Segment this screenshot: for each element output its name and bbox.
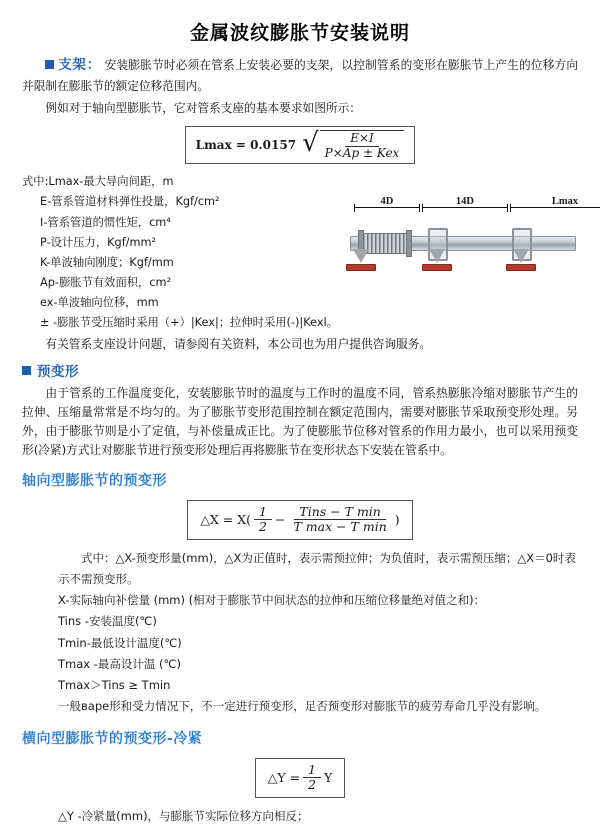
- axial-subsection-title: 轴向型膨胀节的预变形: [22, 472, 167, 489]
- pipe-support-diagram: [344, 196, 578, 316]
- dim-14d-bar: [422, 207, 508, 213]
- lmax-numerator: E×I: [345, 132, 379, 147]
- legend-item: 式中:Lmax-最大导向间距，m: [22, 175, 174, 189]
- predeform-heading-label: 预变形: [37, 364, 79, 381]
- lateral-formula-lead: △Y =: [267, 770, 301, 786]
- diagram-dimensions: [344, 196, 578, 212]
- legend-item: P-设计压力，Kgf/mm²: [40, 235, 157, 249]
- axial-line: X-实际轴向补偿量 (mm) (相对于膨胀节中间状态的拉伸和压缩位移量绝对值之和)：: [58, 593, 486, 608]
- axial-predeform-formula: [22, 500, 578, 540]
- legend-item: Ap-膨胀节有效面积，cm²: [40, 275, 172, 289]
- legend-item: ± -膨胀节受压缩时采用（+）|Kex|；拉伸时采用(-)|Kexl。: [40, 316, 338, 330]
- axial-formula-temp-ratio: $\frac{\text{Tins − T min}}{\text{T max − T min}}$: [293, 503, 387, 535]
- lateral-formula-half: $\frac{1}{2}$: [303, 763, 321, 793]
- dim-lmax: Lmax: [510, 196, 600, 213]
- pipe-assembly-illustration: [344, 216, 578, 286]
- lmax-sqrt: [302, 127, 404, 161]
- lateral-subsection-title: 横向型膨胀节的预变形-冷紧: [22, 730, 203, 747]
- axial-line: Tins -安装温度(℃): [58, 614, 157, 629]
- legend-item: E-管系管道材料弹性投量，Kgf/cm²: [40, 195, 220, 209]
- anchor-support-icon: [506, 249, 536, 271]
- lmax-formula-lead: Lmax = 0.0157: [195, 138, 297, 153]
- blue-square-icon: [45, 60, 54, 69]
- dim-4d-bar: [354, 207, 420, 213]
- support-intro-paragraph: [22, 55, 578, 96]
- legend-item: ex-单波轴向位移，mm: [40, 295, 159, 309]
- radical-icon: √: [302, 127, 319, 158]
- axial-formula-half: $\frac{1}{2}$: [254, 505, 272, 535]
- support-paragraph-1: 安装膨胀节时必须在管系上安装必要的支架，以控制管系的变形在膨胀节上产生的位移方向并限制在膨胀节的额定位移范围内。: [22, 58, 579, 93]
- axial-formula-minus: −: [274, 512, 286, 528]
- lmax-denominator: P×Ap ± Kex: [324, 145, 400, 160]
- axial-line: Tmax -最高设计温 (℃): [58, 656, 181, 671]
- blue-square-icon: [22, 366, 31, 375]
- axial-line: Tmax＞Tins ≥ Tmin: [58, 678, 171, 693]
- axial-line: 一般варе形和受力情况下，不一定进行预变形，足否预变形对膨胀节的疲劳寿命几乎没有影响。: [58, 699, 547, 714]
- lateral-legend-lines: [22, 806, 578, 827]
- legend-and-diagram: [22, 172, 578, 333]
- axial-formula-lead: △X = X(: [200, 512, 252, 528]
- lateral-formula-tail: Y: [324, 770, 333, 786]
- page-title: 金属波纹膨胀节安装说明: [189, 22, 410, 44]
- lmax-formula: [22, 126, 578, 165]
- predeform-section-heading: [22, 360, 578, 380]
- legend-item: I-管系管道的惯性矩，cm⁴: [40, 215, 171, 229]
- support-paragraph-2: 例如对于轴向型膨胀节，它对管系支座的基本要求如图所示：: [45, 100, 361, 115]
- legend-list: [22, 172, 338, 333]
- legend-item: K-单波轴向刚度；Kgf/mm: [40, 255, 174, 269]
- dim-14d: 14D: [422, 196, 508, 213]
- axial-line: Tmin-最低设计温度(℃): [58, 635, 182, 650]
- axial-formula-tail: ): [394, 512, 400, 528]
- support-heading: 支架：: [58, 57, 101, 73]
- dim-4d: 4D: [354, 196, 420, 213]
- lateral-predeform-formula: [22, 758, 578, 798]
- flange-icon: [406, 230, 412, 257]
- support-closing-paragraph: 有关管系支座设计问题，请参阅有关资料，本公司也为用户提供咨询服务。: [45, 337, 432, 352]
- predeform-paragraph: 由于管系的工作温度变化，安装膨胀节时的温度与工作时的温度不同，管系热膨胀冷缩对膨胀节产生的拉伸、压缩量常常是不均匀的。为了膨胀节变形范围控制在额定范围内，需要对膨胀节采取预变形处理。另外，由于膨胀节则是小了定值，与补偿量成正比。为了使膨胀节位移对管系的作用力最小，也可以采用预变形(冷紧)方式让对膨胀节进行预变形处理后再将膨胀节在变形状态下安装在管系中。: [22, 386, 578, 457]
- anchor-support-icon: [422, 249, 452, 271]
- lateral-line: △Y -冷紧量(mm)，与膨胀节实际位移方向相反；: [58, 808, 309, 823]
- axial-line: 式中：△X-预变形量(mm)，△X为正值时，表示需预拉伸；为负值时，表示需预压缩；△X＝0时表示不需预变形。: [58, 550, 576, 586]
- dim-lmax-bar: [510, 207, 600, 213]
- anchor-support-icon: [346, 249, 376, 271]
- axial-legend-lines: [22, 548, 578, 718]
